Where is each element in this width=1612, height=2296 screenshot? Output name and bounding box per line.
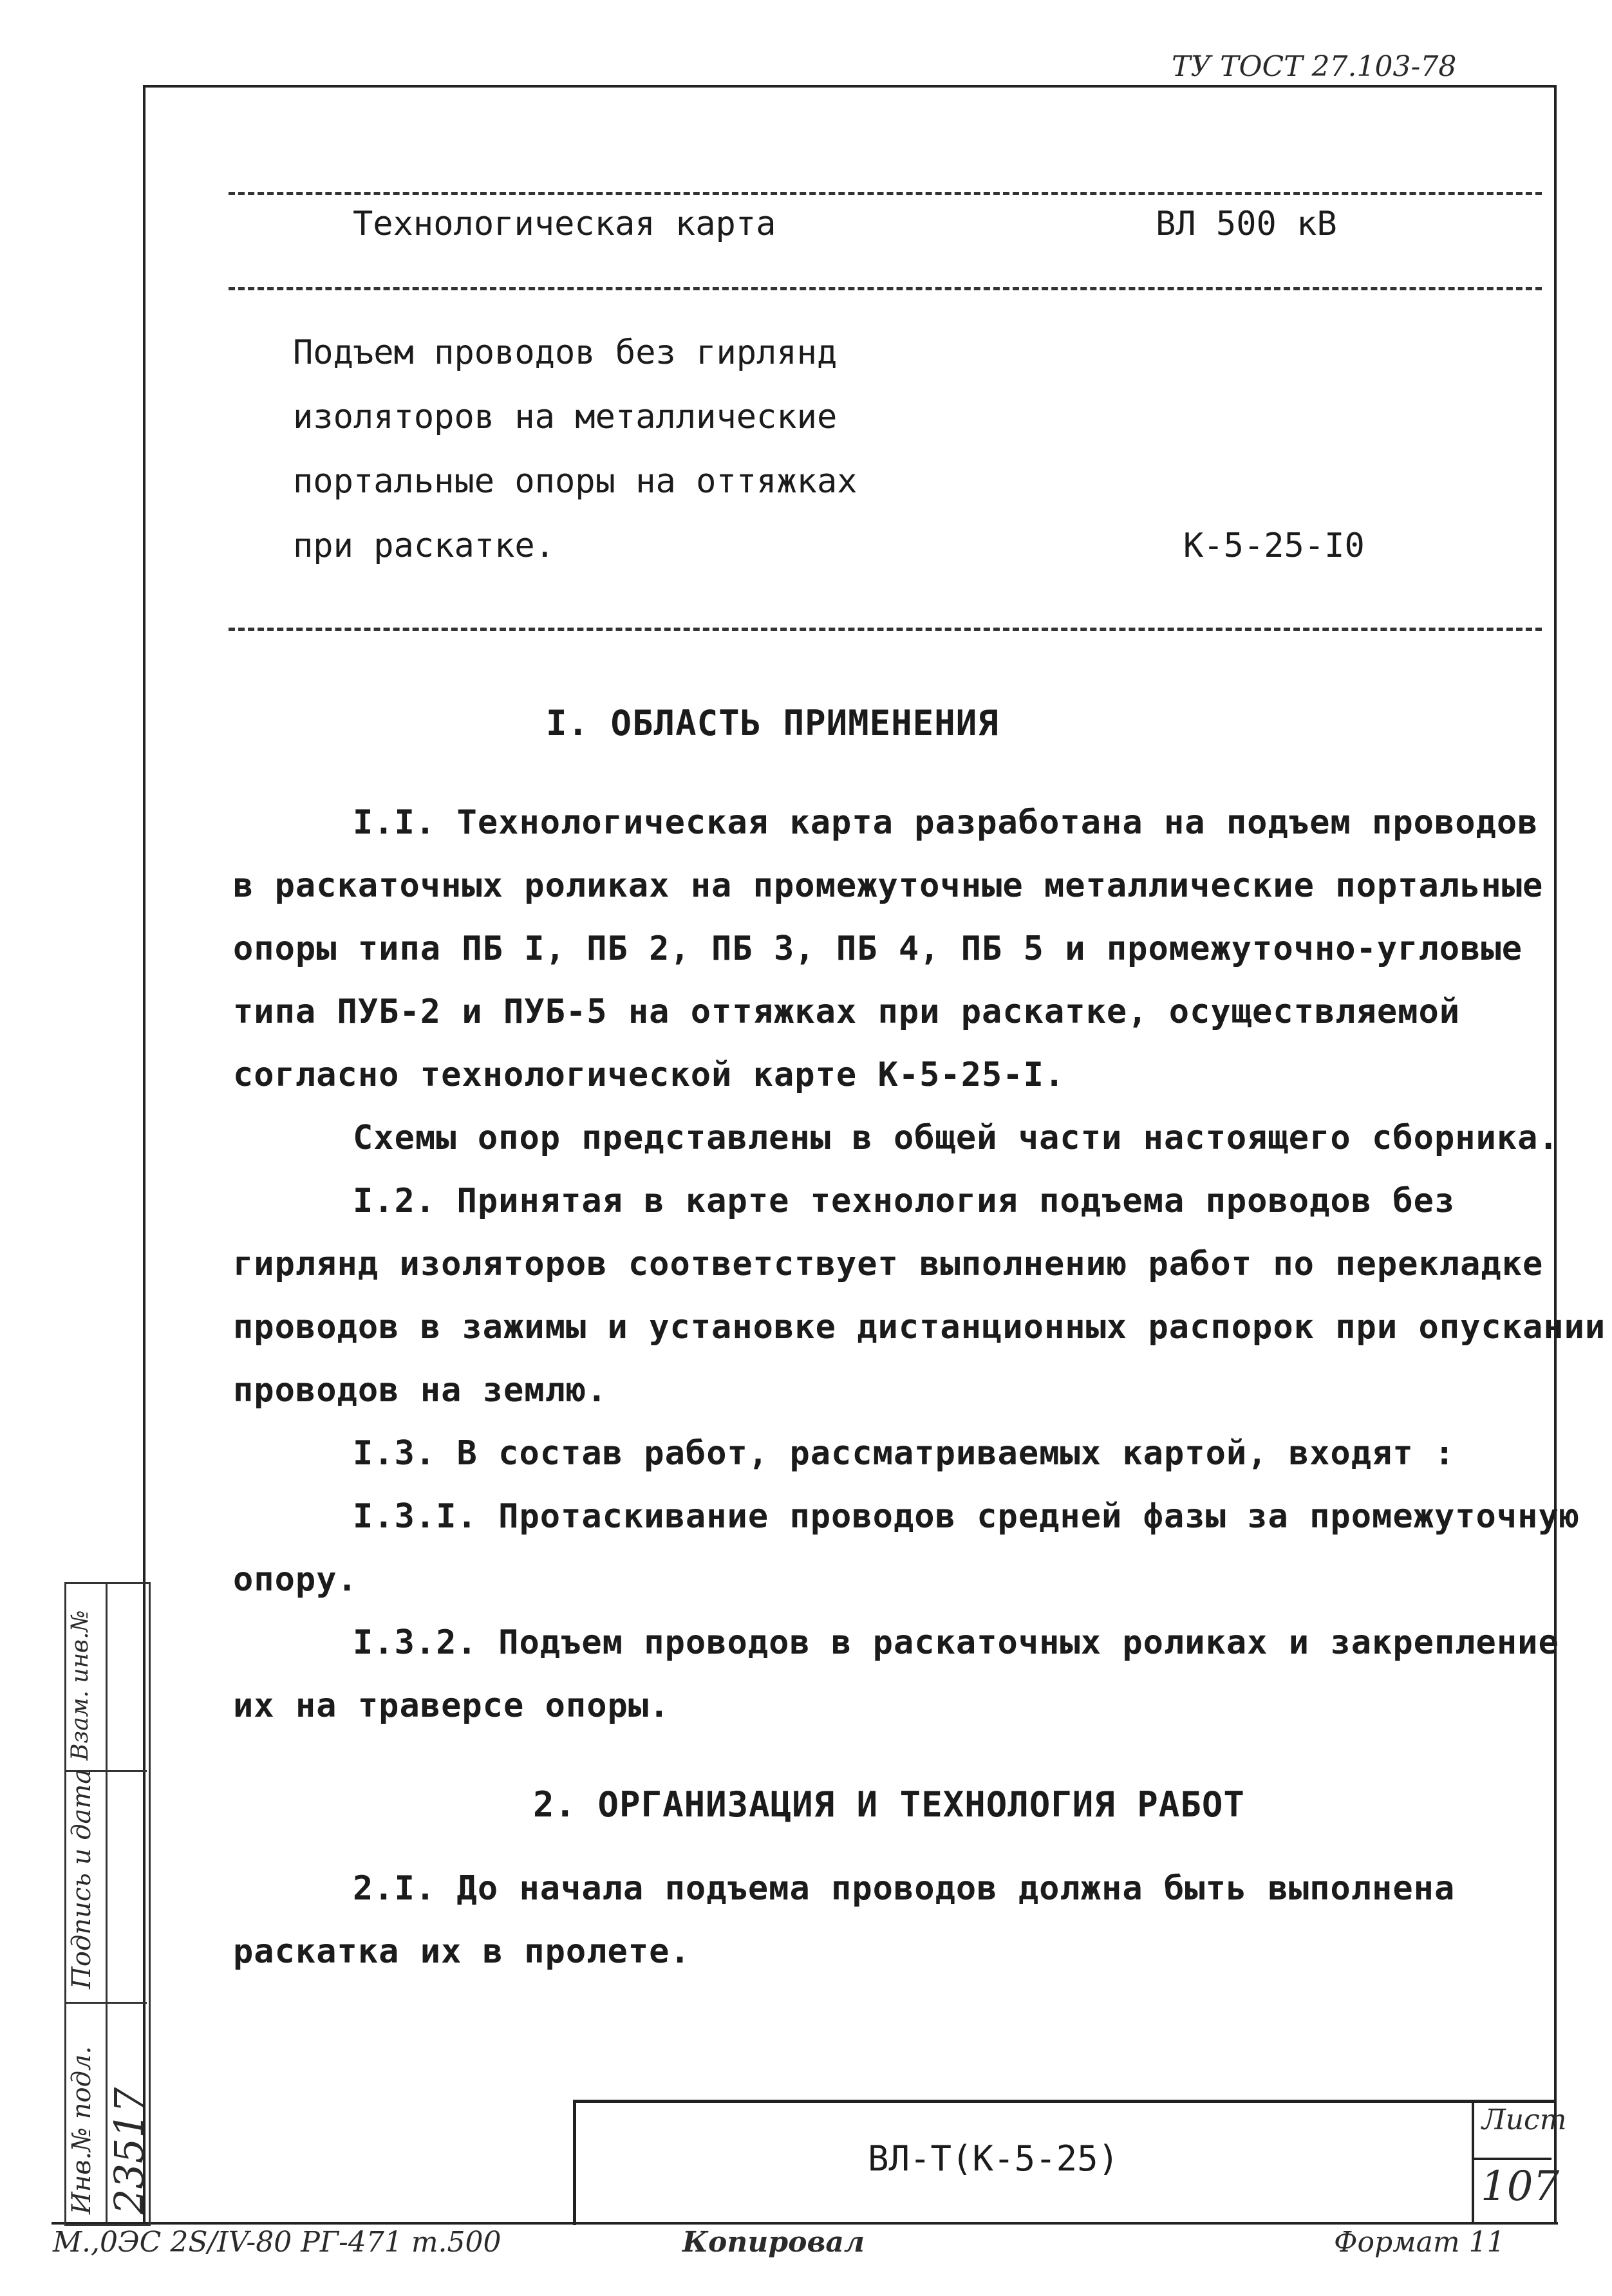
bottom-border <box>52 2222 1558 2225</box>
section-2-heading: 2. ОРГАНИЗАЦИЯ И ТЕХНОЛОГИЯ РАБОТ <box>533 1784 1245 1825</box>
paragraph-line: типа ПУБ-2 и ПУБ-5 на оттяжках при раскатке, осуществляемой <box>233 993 1461 1031</box>
replacement-inventory-label: Взам. инв.№ <box>67 1610 93 1760</box>
paragraph-line: I.3.2. Подъем проводов в раскаточных роликах и закрепление <box>353 1623 1559 1662</box>
signature-date-label: Подпись и дата <box>67 1768 97 1989</box>
side-stamp-row-line <box>64 2002 147 2004</box>
paragraph-line: согласно технологической карте К-5-25-I. <box>233 1056 1065 1094</box>
format-label: Формат 11 <box>1334 2226 1505 2259</box>
print-order-note: М.,0ЭС 2S/IV-80 РГ-471 т.500 <box>53 2226 501 2259</box>
paragraph-line: I.2. Принятая в карте технология подъема проводов без <box>353 1182 1456 1220</box>
paragraph-line: I.3. В состав работ, рассматриваемых картой, входят : <box>353 1434 1456 1473</box>
card-code: К-5-25-I0 <box>1183 527 1365 565</box>
header-divider-top <box>229 192 1542 195</box>
paragraph-line: опоры типа ПБ I, ПБ 2, ПБ 3, ПБ 4, ПБ 5 и промежуточно-угловые <box>233 929 1523 968</box>
header-divider-middle <box>229 287 1542 290</box>
paragraph-line: их на траверсе опоры. <box>233 1686 670 1725</box>
document-reference-note: ТУ ТОСТ 27.103-78 <box>1172 50 1457 83</box>
paragraph-line: гирлянд изоляторов соответствует выполнению работ по перекладке <box>233 1245 1544 1283</box>
sheet-cell-divider <box>1472 2158 1551 2160</box>
card-title: Технологическая карта <box>353 205 776 243</box>
subject-line-2: изоляторов на металлические <box>293 398 838 436</box>
inventory-label: Инв.№ подл. <box>67 2046 97 2214</box>
paragraph-line: I.I. Технологическая карта разработана на подъем проводов <box>353 803 1539 842</box>
paragraph-line: раскатка их в пролете. <box>233 1932 691 1971</box>
paragraph-line: I.3.I. Протаскивание проводов средней фазы за промежуточную <box>353 1497 1580 1536</box>
inventory-number: 23517 <box>106 2087 153 2214</box>
subject-line-4: при раскатке. <box>293 527 555 565</box>
document-code: ВЛ-Т(К-5-25) <box>868 2138 1120 2179</box>
header-divider-bottom <box>229 628 1542 631</box>
paragraph-line: проводов в зажимы и установке дистанционных распорок при опускании <box>233 1308 1606 1347</box>
copied-by-label: Копировал <box>682 2226 865 2259</box>
paragraph-line: Схемы опор представлены в общей части настоящего сборника. <box>353 1119 1559 1157</box>
sheet-label: Лист <box>1482 2104 1567 2136</box>
paragraph-line: опору. <box>233 1560 358 1599</box>
subject-line-3: портальные опоры на оттяжках <box>293 462 858 501</box>
sheet-number: 107 <box>1481 2163 1560 2210</box>
paragraph-line: 2.I. До начала подъема проводов должна быть выполнена <box>353 1869 1456 1908</box>
paragraph-line: проводов на землю. <box>233 1371 608 1410</box>
subject-line-1: Подъем проводов без гирлянд <box>293 333 838 372</box>
section-1-heading: I. ОБЛАСТЬ ПРИМЕНЕНИЯ <box>546 703 999 743</box>
paragraph-line: в раскаточных роликах на промежуточные металлические портальные <box>233 866 1544 905</box>
voltage-line: ВЛ 500 кВ <box>1156 205 1337 243</box>
